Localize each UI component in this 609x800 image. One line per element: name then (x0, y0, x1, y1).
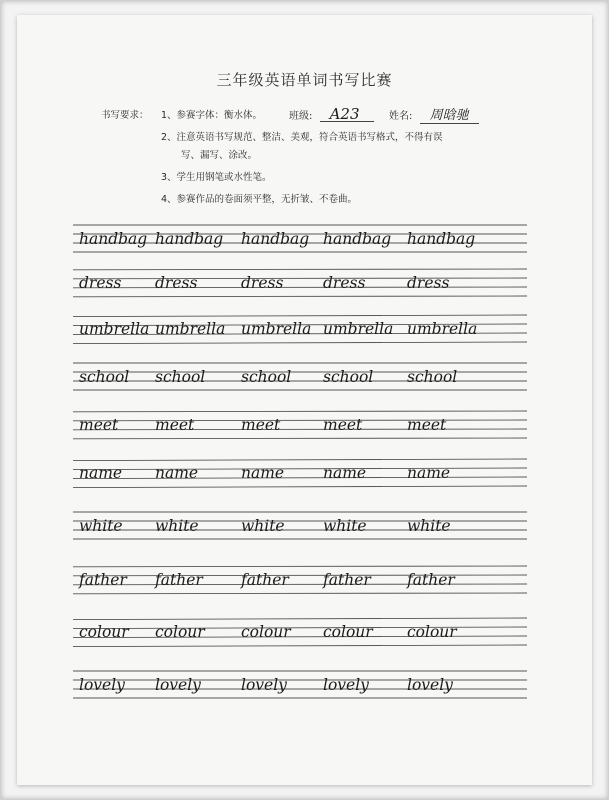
name-value: 周晗驰 (420, 109, 479, 124)
ruled-line (73, 486, 527, 488)
ruled-line (73, 477, 527, 479)
handwritten-word: dress (155, 274, 198, 292)
ruled-line (73, 296, 527, 297)
worksheet-paper (17, 15, 592, 785)
handwritten-word: handbag (155, 230, 224, 248)
ruled-line (73, 420, 527, 421)
handwritten-word: white (323, 517, 367, 535)
ruled-line (73, 459, 527, 461)
handwritten-word: father (407, 571, 455, 589)
handwritten-word: meet (155, 416, 195, 434)
ruled-line (73, 468, 527, 470)
handwritten-word: school (241, 368, 292, 386)
handwritten-word: colour (79, 623, 129, 641)
handwritten-word: colour (323, 623, 373, 641)
ruled-line (73, 342, 527, 344)
handwritten-word: name (407, 464, 451, 482)
handwritten-word: umbrella (155, 320, 226, 338)
requirement-item: 2、注意英语书写规范、整洁、美观，符合英语书写格式，不得有误 (161, 132, 443, 143)
ruled-line (73, 287, 527, 288)
handwritten-word: name (323, 464, 367, 482)
handwritten-word: umbrella (407, 320, 478, 338)
handwritten-word: handbag (241, 230, 310, 248)
handwritten-word: handbag (407, 230, 476, 248)
handwritten-word: school (323, 368, 374, 386)
ruled-line (73, 618, 527, 620)
requirement-item: 写、漏写、涂改。 (181, 150, 258, 161)
handwritten-word: umbrella (241, 320, 312, 338)
handwritten-word: lovely (407, 676, 453, 694)
ruled-line (73, 636, 527, 638)
handwritten-word: lovely (155, 676, 201, 694)
handwritten-word: name (79, 464, 123, 482)
handwritten-word: lovely (79, 676, 125, 694)
handwritten-word: white (407, 517, 451, 535)
handwritten-word: meet (407, 416, 447, 434)
ruled-line (73, 566, 527, 567)
handwritten-word: father (241, 571, 289, 589)
ruled-line (73, 593, 527, 594)
handwritten-word: meet (79, 416, 119, 434)
ruled-line (73, 627, 527, 629)
ruled-line (73, 429, 527, 430)
handwritten-word: white (79, 517, 123, 535)
ruled-line (73, 411, 527, 412)
handwritten-word: school (155, 368, 206, 386)
handwritten-word: lovely (323, 676, 369, 694)
ruled-line (73, 438, 527, 439)
handwritten-word: lovely (241, 676, 287, 694)
ruled-line (73, 645, 527, 647)
handwritten-word: handbag (323, 230, 392, 248)
ruled-line (73, 315, 527, 317)
requirement-item: 3、学生用钢笔或水性笔。 (161, 172, 272, 183)
handwritten-word: meet (241, 416, 281, 434)
handwritten-word: school (79, 368, 130, 386)
handwritten-word: dress (241, 274, 284, 292)
handwritten-word: white (155, 517, 199, 535)
handwritten-word: father (155, 571, 203, 589)
handwritten-word: dress (323, 274, 366, 292)
ruled-line (73, 575, 527, 576)
handwritten-word: colour (407, 623, 457, 641)
handwritten-word: meet (323, 416, 363, 434)
handwritten-word: dress (79, 274, 122, 292)
handwritten-word: umbrella (323, 320, 394, 338)
requirements-label: 书写要求： (101, 110, 149, 121)
worksheet-title: 三年级英语单词书写比赛 (216, 71, 393, 89)
handwritten-word: handbag (79, 230, 148, 248)
handwritten-word: umbrella (79, 320, 150, 338)
handwritten-word: school (407, 368, 458, 386)
handwritten-word: name (241, 464, 285, 482)
handwritten-word: dress (407, 274, 450, 292)
handwritten-word: colour (241, 623, 291, 641)
name-label: 姓名: (389, 111, 413, 122)
handwritten-word: colour (155, 623, 205, 641)
handwritten-word: father (323, 571, 371, 589)
ruled-line (73, 269, 527, 270)
class-label: 班级: (289, 111, 313, 122)
handwritten-word: name (155, 464, 199, 482)
ruled-writing-lines (17, 15, 592, 785)
requirement-item: 4、参赛作品的卷面须平整，无折皱、不卷曲。 (161, 194, 358, 205)
ruled-line (73, 278, 527, 279)
ruled-line (73, 584, 527, 585)
handwritten-word: white (241, 517, 285, 535)
class-value: A23 (320, 107, 374, 122)
handwritten-word: father (79, 571, 127, 589)
requirement-item: 1、参赛字体：衡水体。 (161, 110, 263, 121)
